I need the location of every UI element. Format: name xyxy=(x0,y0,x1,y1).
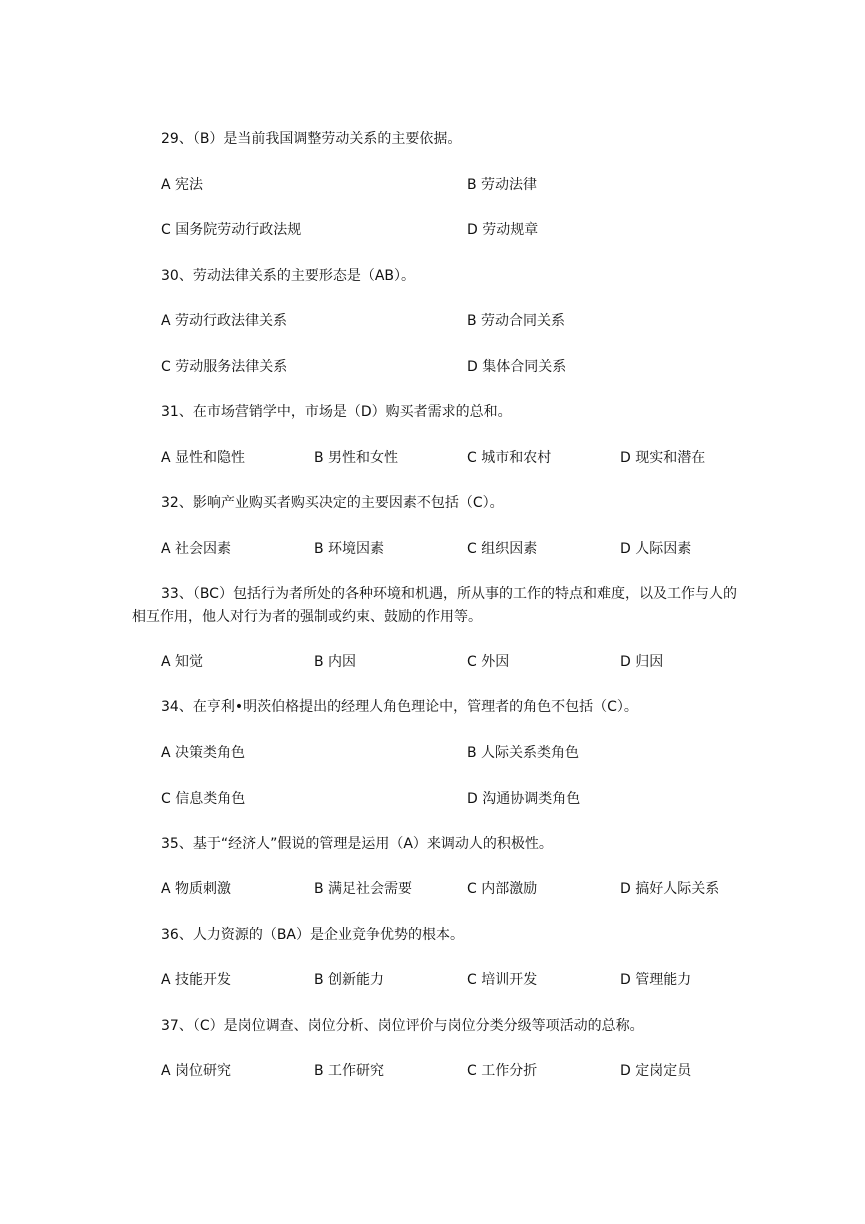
question-33: 33、（BC）包括行为者所处的各种环境和机遇，所从事的工作的特点和难度，以及工作与人的相互作用，他人对行为者的强制或约束、鼓励的作用等。 xyxy=(132,586,737,625)
q34-option-c: C 信息类角色 xyxy=(161,791,246,807)
q35-option-c: C 内部激励 xyxy=(467,881,538,897)
q34-option-b: B 人际关系类角色 xyxy=(467,745,580,761)
q33-option-a: A 知觉 xyxy=(161,654,204,670)
q35-option-b: B 满足社会需要 xyxy=(314,881,413,897)
q29-option-d: D 劳动规章 xyxy=(467,222,539,238)
q36-option-d: D 管理能力 xyxy=(620,972,692,988)
q30-option-a: A 劳动行政法律关系 xyxy=(161,313,288,329)
q36-option-a: A 技能开发 xyxy=(161,972,232,988)
question-29: 29、（B）是当前我国调整劳动关系的主要依据。 xyxy=(161,131,462,147)
q31-option-c: C 城市和农村 xyxy=(467,450,552,466)
q37-option-a: A 岗位研究 xyxy=(161,1063,232,1079)
q34-option-a: A 决策类角色 xyxy=(161,745,246,761)
question-31: 31、在市场营销学中，市场是（D）购买者需求的总和。 xyxy=(161,404,512,420)
question-35: 35、基于“经济人”假说的管理是运用（A）来调动人的积极性。 xyxy=(161,836,553,852)
q35-option-a: A 物质刺激 xyxy=(161,881,232,897)
q32-option-a: A 社会因素 xyxy=(161,541,232,557)
q31-option-d: D 现实和潜在 xyxy=(620,450,706,466)
q29-option-a: A 宪法 xyxy=(161,177,204,193)
q29-option-c: C 国务院劳动行政法规 xyxy=(161,222,302,238)
question-30: 30、劳动法律关系的主要形态是（AB）。 xyxy=(161,268,415,284)
q30-option-d: D 集体合同关系 xyxy=(467,359,567,375)
q35-option-d: D 搞好人际关系 xyxy=(620,881,720,897)
q36-option-c: C 培训开发 xyxy=(467,972,538,988)
question-32: 32、影响产业购买者购买决定的主要因素不包括（C）。 xyxy=(161,495,504,511)
q37-option-d: D 定岗定员 xyxy=(620,1063,692,1079)
q36-option-b: B 创新能力 xyxy=(314,972,385,988)
q37-option-c: C 工作分折 xyxy=(467,1063,538,1079)
q33-option-b: B 内因 xyxy=(314,654,357,670)
q34-option-d: D 沟通协调类角色 xyxy=(467,791,581,807)
q30-option-c: C 劳动服务法律关系 xyxy=(161,359,288,375)
q29-option-b: B 劳动法律 xyxy=(467,177,538,193)
q30-option-b: B 劳动合同关系 xyxy=(467,313,566,329)
q32-option-b: B 环境因素 xyxy=(314,541,385,557)
q32-option-d: D 人际因素 xyxy=(620,541,692,557)
q33-option-c: C 外因 xyxy=(467,654,510,670)
q33-option-d: D 归因 xyxy=(620,654,664,670)
question-36: 36、人力资源的（BA）是企业竞争优势的根本。 xyxy=(161,927,464,943)
q32-option-c: C 组织因素 xyxy=(467,541,538,557)
question-34: 34、在亨利•明茨伯格提出的经理人角色理论中，管理者的角色不包括（C）。 xyxy=(161,699,638,715)
q31-option-b: B 男性和女性 xyxy=(314,450,399,466)
question-37: 37、（C）是岗位调查、岗位分析、岗位评价与岗位分类分级等项活动的总称。 xyxy=(161,1018,644,1034)
q31-option-a: A 显性和隐性 xyxy=(161,450,246,466)
q37-option-b: B 工作研究 xyxy=(314,1063,385,1079)
